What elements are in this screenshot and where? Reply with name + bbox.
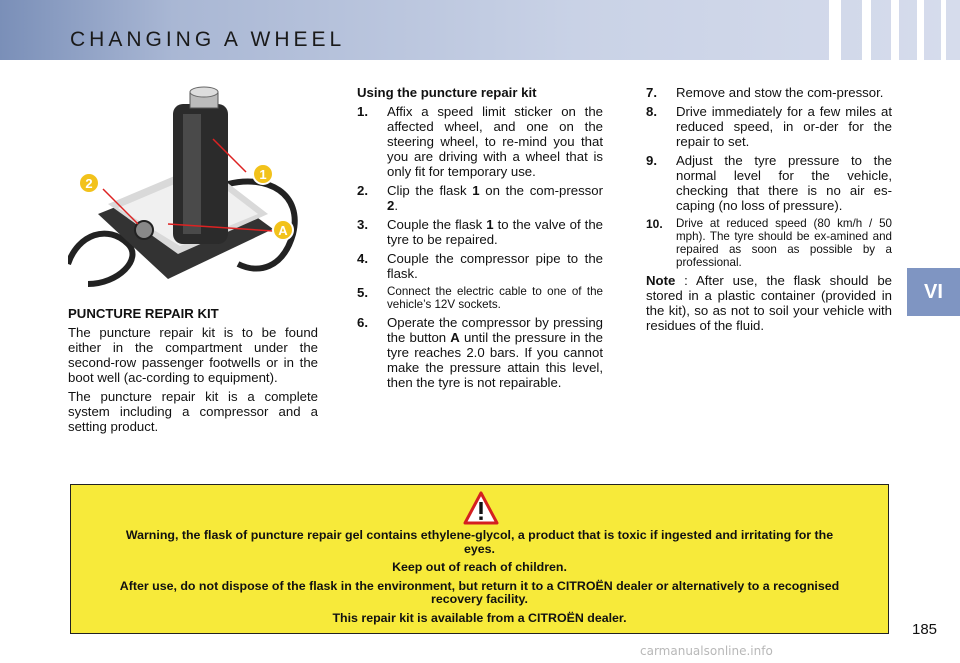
header-stripe bbox=[862, 0, 871, 60]
step-number: 6. bbox=[357, 315, 368, 330]
page-header bbox=[0, 0, 960, 60]
step-item bbox=[646, 153, 892, 213]
paragraph: The puncture repair kit is to be found either in the compartment under the second-row passenger footwells or in the boot well (ac-cording to equipment). bbox=[68, 325, 318, 385]
step-text: Drive at reduced speed (80 km/h / 50 mph). The tyre should be ex-amined and repaired as soon as possible by a professional. bbox=[676, 217, 892, 269]
header-stripe bbox=[941, 0, 946, 60]
step-item bbox=[357, 104, 603, 179]
step-text: Drive immediately for a few miles at reduced speed, in or-der for the repair to set. bbox=[676, 104, 892, 149]
step-item bbox=[646, 217, 892, 269]
step-ref: 1 bbox=[472, 183, 480, 198]
step-number: 10. bbox=[646, 217, 663, 231]
step-text-part: on the com-pressor bbox=[479, 183, 603, 198]
step-number: 4. bbox=[357, 251, 368, 266]
callout-1-label: 1 bbox=[259, 167, 267, 182]
step-item bbox=[357, 315, 603, 390]
paragraph: The puncture repair kit is a complete system including a compressor and a setting product. bbox=[68, 389, 318, 434]
left-column bbox=[68, 306, 318, 438]
note-text: : After use, the flask should be stored in a plastic container (provided in the kit), so as not to soil your vehicle with residues of the fluid. bbox=[646, 273, 892, 333]
section-heading: Using the puncture repair kit bbox=[357, 85, 537, 100]
step-text-part: Clip the flask bbox=[387, 183, 473, 198]
step-item bbox=[357, 251, 603, 281]
warning-triangle-icon bbox=[463, 491, 499, 525]
page-number: 185 bbox=[912, 621, 938, 638]
right-column bbox=[646, 85, 892, 337]
warning-line: This repair kit is available from a CITROËN dealer. bbox=[332, 610, 627, 625]
section-heading: PUNCTURE REPAIR KIT bbox=[68, 306, 219, 321]
step-text: Affix a speed limit sticker on the affected wheel, and one on the steering wheel, to re-mind you that you are driving with a wheel that is only fit for temporary use. bbox=[387, 104, 603, 179]
header-stripe bbox=[829, 0, 841, 60]
callout-2-label: 2 bbox=[85, 176, 93, 191]
callout-a-label: A bbox=[278, 223, 288, 238]
warning-line: Keep out of reach of children. bbox=[392, 560, 567, 574]
step-text: Connect the electric cable to one of the vehicle’s 12V sockets. bbox=[387, 285, 603, 311]
step-number: 9. bbox=[646, 153, 657, 168]
note-paragraph bbox=[646, 273, 892, 333]
step-text-part: Couple the flask bbox=[387, 217, 487, 232]
repair-kit-photo bbox=[68, 84, 318, 290]
step-number: 1. bbox=[357, 104, 368, 119]
step-item bbox=[357, 183, 603, 213]
step-text-part: to the valve of the tyre to be repaired. bbox=[387, 217, 603, 247]
step-text bbox=[387, 315, 603, 390]
warning-line: Warning, the flask of puncture repair gel contains ethylene-glycol, a product that is toxic if ingested and irritating for the eyes. bbox=[125, 528, 834, 556]
step-text: Couple the compressor pipe to the flask. bbox=[387, 251, 603, 281]
step-item bbox=[357, 285, 603, 311]
step-number: 5. bbox=[357, 285, 368, 300]
warning-line: After use, do not dispose of the flask in the environment, but return it to a CITROËN dealer or alternatively to a recognised recovery facility. bbox=[119, 578, 840, 606]
step-item bbox=[357, 217, 603, 247]
step-number: 2. bbox=[357, 183, 368, 198]
watermark: carmanualsonline.info bbox=[640, 644, 773, 658]
callout-1 bbox=[253, 164, 273, 184]
middle-column bbox=[357, 85, 603, 394]
page-title: CHANGING A WHEEL bbox=[70, 28, 346, 51]
note-label: Note bbox=[646, 273, 676, 288]
step-item bbox=[646, 104, 892, 149]
step-text bbox=[387, 217, 603, 247]
step-text-part: . bbox=[394, 198, 399, 213]
step-text-part: until the pressure in the tyre reaches 2.0 bars. If you cannot make the pressure attain this level, then the tyre is not repairable. bbox=[387, 330, 603, 390]
step-text: Adjust the tyre pressure to the normal level for the vehicle, checking that there is no air es-caping (no loss of pressure). bbox=[676, 153, 892, 213]
section-tab: VI bbox=[907, 268, 960, 316]
step-ref: 2 bbox=[387, 198, 395, 213]
warning-box bbox=[70, 484, 889, 634]
callout-2 bbox=[79, 173, 99, 193]
step-number: 8. bbox=[646, 104, 657, 119]
step-text: Remove and stow the com-pressor. bbox=[676, 85, 884, 100]
step-ref: A bbox=[450, 330, 460, 345]
warning-text bbox=[111, 529, 848, 630]
step-ref: 1 bbox=[486, 217, 494, 232]
header-stripe bbox=[917, 0, 924, 60]
step-text-part: Operate the compressor by pressing the button bbox=[387, 315, 603, 345]
step-number: 7. bbox=[646, 85, 657, 100]
header-stripe bbox=[891, 0, 899, 60]
step-number: 3. bbox=[357, 217, 368, 232]
step-item bbox=[646, 85, 892, 100]
callout-a bbox=[273, 220, 293, 240]
step-text bbox=[387, 183, 603, 213]
